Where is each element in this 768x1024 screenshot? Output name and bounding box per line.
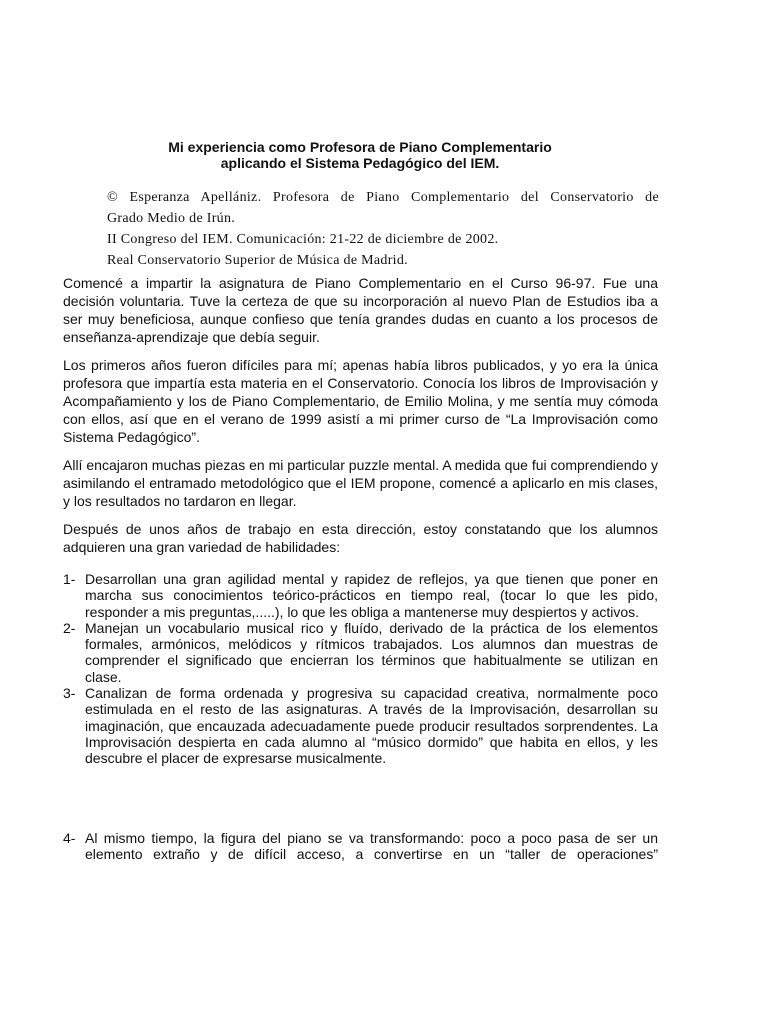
author-credits <box>107 187 659 271</box>
paragraph-1: Comencé a impartir la asignatura de Piano Complementario en el Curso 96-97. Fue una decisión voluntaria. Tuve la certeza de que su incorporación al nuevo Plan de Estudios iba a ser muy beneficiosa, aunque confieso que tenía grandes dudas en cuanto a los procesos de enseñanza-aprendizaje que debía seguir. <box>63 275 658 345</box>
list-item-number: 1- <box>63 571 76 587</box>
list-item-text: Desarrollan una gran agilidad mental y rapidez de reflejos, ya que tienen que poner en marcha sus conocimientos teórico-prácticos en tiempo real, (tocar lo que les pido, responder a mis preguntas,.....), lo que les obliga a mantenerse muy despiertos y activos. <box>85 571 658 620</box>
credit-line-venue: Real Conservatorio Superior de Música de Madrid. <box>107 253 408 268</box>
paragraph-2: Los primeros años fueron difíciles para mí; apenas había libros publicados, y yo era la única profesora que impartía esta materia en el Conservatorio. Conocía los libros de Improvisación y Acompañamiento y los de Piano Complementario, de Emilio Molina, y me sentía muy cómoda con ellos, así que en el verano de 1999 asistí a mi primer curso de “La Improvisación como Sistema Pedagógico”. <box>63 357 658 445</box>
list-item-number: 4- <box>63 830 76 846</box>
list-item-text: Canalizan de forma ordenada y progresiva su capacidad creativa, normalmente poco estimulada en el resto de las asignaturas. A través de la Improvisación, desarrollan su imaginación, que encauzada adecuadamente puede producir resultados sorprendentes. La Improvisación despierta en cada alumno al “músico dormido” que habita en ellos, y les descubre el placer de expresarse musicalmente. <box>85 685 658 767</box>
list-item-text: Manejan un vocabulario musical rico y fluído, derivado de la práctica de los elementos formales, armónicos, melódicos y rítmicos trabajados. Los alumnos dan muestras de comprender el significado que encierran los términos que habitualmente se utilizan en clase. <box>85 619 658 685</box>
skills-list-continued <box>63 830 658 863</box>
list-item-number: 3- <box>63 685 76 702</box>
list-item-number: 2- <box>63 619 76 636</box>
list-item <box>63 685 658 766</box>
credit-line-institution: Grado Medio de Irún. <box>107 211 236 226</box>
document-title-line-1: Mi experiencia como Profesora de Piano Complementario <box>168 139 552 155</box>
credit-line-congress: II Congreso del IEM. Comunicación: 21-22 de diciembre de 2002. <box>107 232 499 247</box>
paragraph-3: Allí encajaron muchas piezas en mi particular puzzle mental. A medida que fui comprendiendo y asimilando el entramado metodológico que el IEM propone, comencé a aplicarlo en mis clases, y los resultados no tardaron en llegar. <box>63 457 658 509</box>
skills-list <box>63 571 658 767</box>
list-item <box>63 620 658 685</box>
paragraph-4: Después de unos años de trabajo en esta dirección, estoy constatando que los alumnos adquieren una gran variedad de habilidades: <box>63 521 658 555</box>
list-item <box>63 830 658 863</box>
credit-line-author: © Esperanza Apellániz. Profesora de Piano Complementario del Conservatorio de <box>107 190 659 205</box>
list-item-text: Al mismo tiempo, la figura del piano se va transformando: poco a poco pasa de ser un elemento extraño y de difícil acceso, a convertirse en un “taller de operaciones” <box>85 830 658 863</box>
document-title-line-2: aplicando el Sistema Pedagógico del IEM. <box>220 155 500 171</box>
list-item <box>63 571 658 620</box>
